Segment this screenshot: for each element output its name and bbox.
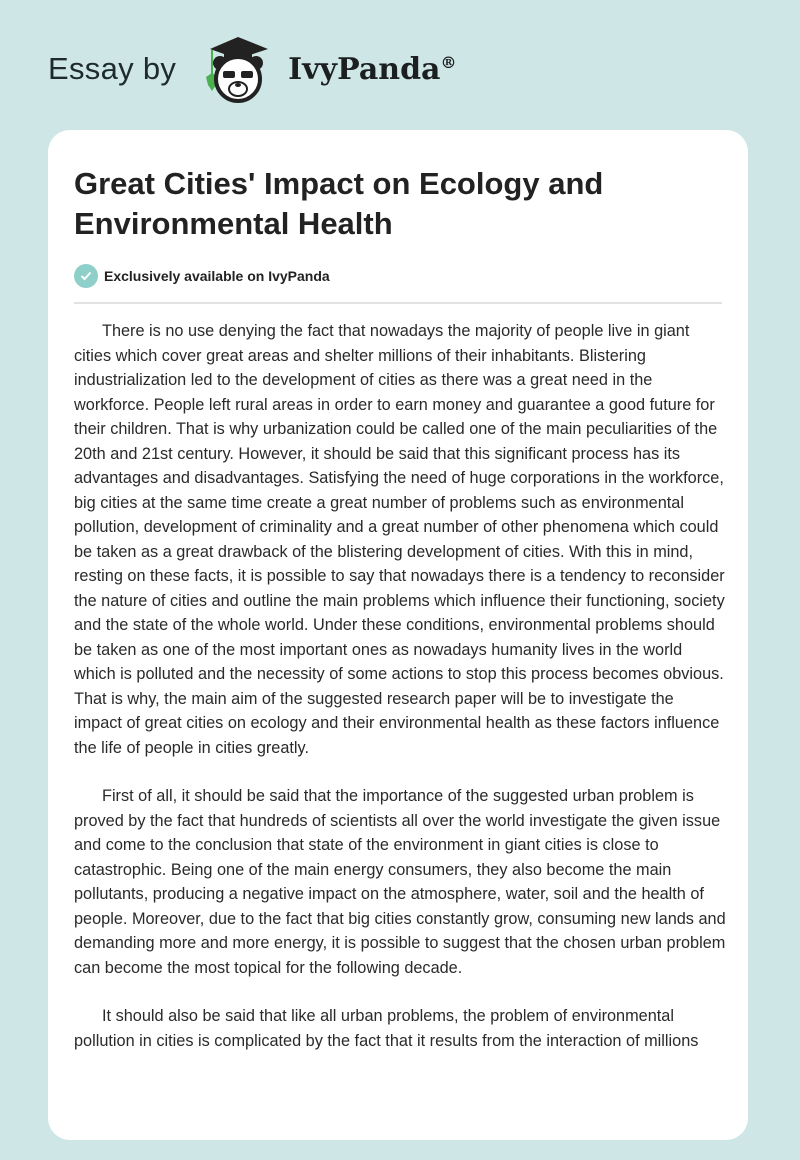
essay-title: Great Cities' Impact on Ecology and Environmental Health xyxy=(74,166,604,241)
exclusive-badge xyxy=(74,264,330,288)
paragraph: It should also be said that like all urban problems, the problem of environmental pollution in cities is complicated by the fact that it results from the interaction of millions xyxy=(74,1007,699,1050)
site-header xyxy=(48,34,457,104)
paragraph: There is no use denying the fact that nowadays the majority of people live in giant cities which cover great areas and shelter millions of their inhabitants. Blistering industrialization led to the development of cities as there was a great need in the workforce. People left rural areas in order to earn money and guarantee a good future for their children. That is why urbanization could be called one of the main peculiarities of the 20th and 21st century. However, it should be said that this significant process has its advantages and disadvantages. Satisfying the need of huge corporations in the workforce, big cities at the same time create a great number of problems such as environmental pollution, development of criminality and a great number of other phenomena which could be taken as a great drawback of the blistering development of cities. With this in mind, resting on these facts, it is possible to say that nowadays there is a tendency to reconsider the nature of cities and outline the main problems which influence their functioning, society and the state of the whole world. Under these conditions, environmental problems should be taken as one of the most important ones as nowadays humanity lives in the world which is polluted and the necessity of some actions to stop this process becomes obvious. That is why, the main aim of the suggested research paper will be to investigate the impact of great cities on ecology and their environmental health as these factors influence the life of people in cities greatly. xyxy=(74,322,725,757)
essay-card xyxy=(48,130,748,1140)
essay-body xyxy=(74,319,726,1077)
essay-by-label: Essay by xyxy=(48,51,177,86)
check-icon xyxy=(74,264,98,288)
brand-name[interactable]: IvyPanda® xyxy=(288,51,457,87)
divider xyxy=(74,302,722,304)
ivypanda-logo-icon[interactable] xyxy=(190,33,280,105)
paragraph: First of all, it should be said that the importance of the suggested urban problem is proved by the fact that hundreds of scientists all over the world investigate the given issue and come to the conclusion that state of the environment in giant cities is close to catastrophic. Being one of the main energy consumers, they also become the main pollutants, producing a negative impact on the atmosphere, water, soil and the health of people. Moreover, due to the fact that big cities constantly grow, consuming new lands and demanding more and more energy, it is possible to suggest that the chosen urban problem can become the most topical for the following decade. xyxy=(74,787,726,977)
badge-label: Exclusively available on IvyPanda xyxy=(104,268,330,284)
